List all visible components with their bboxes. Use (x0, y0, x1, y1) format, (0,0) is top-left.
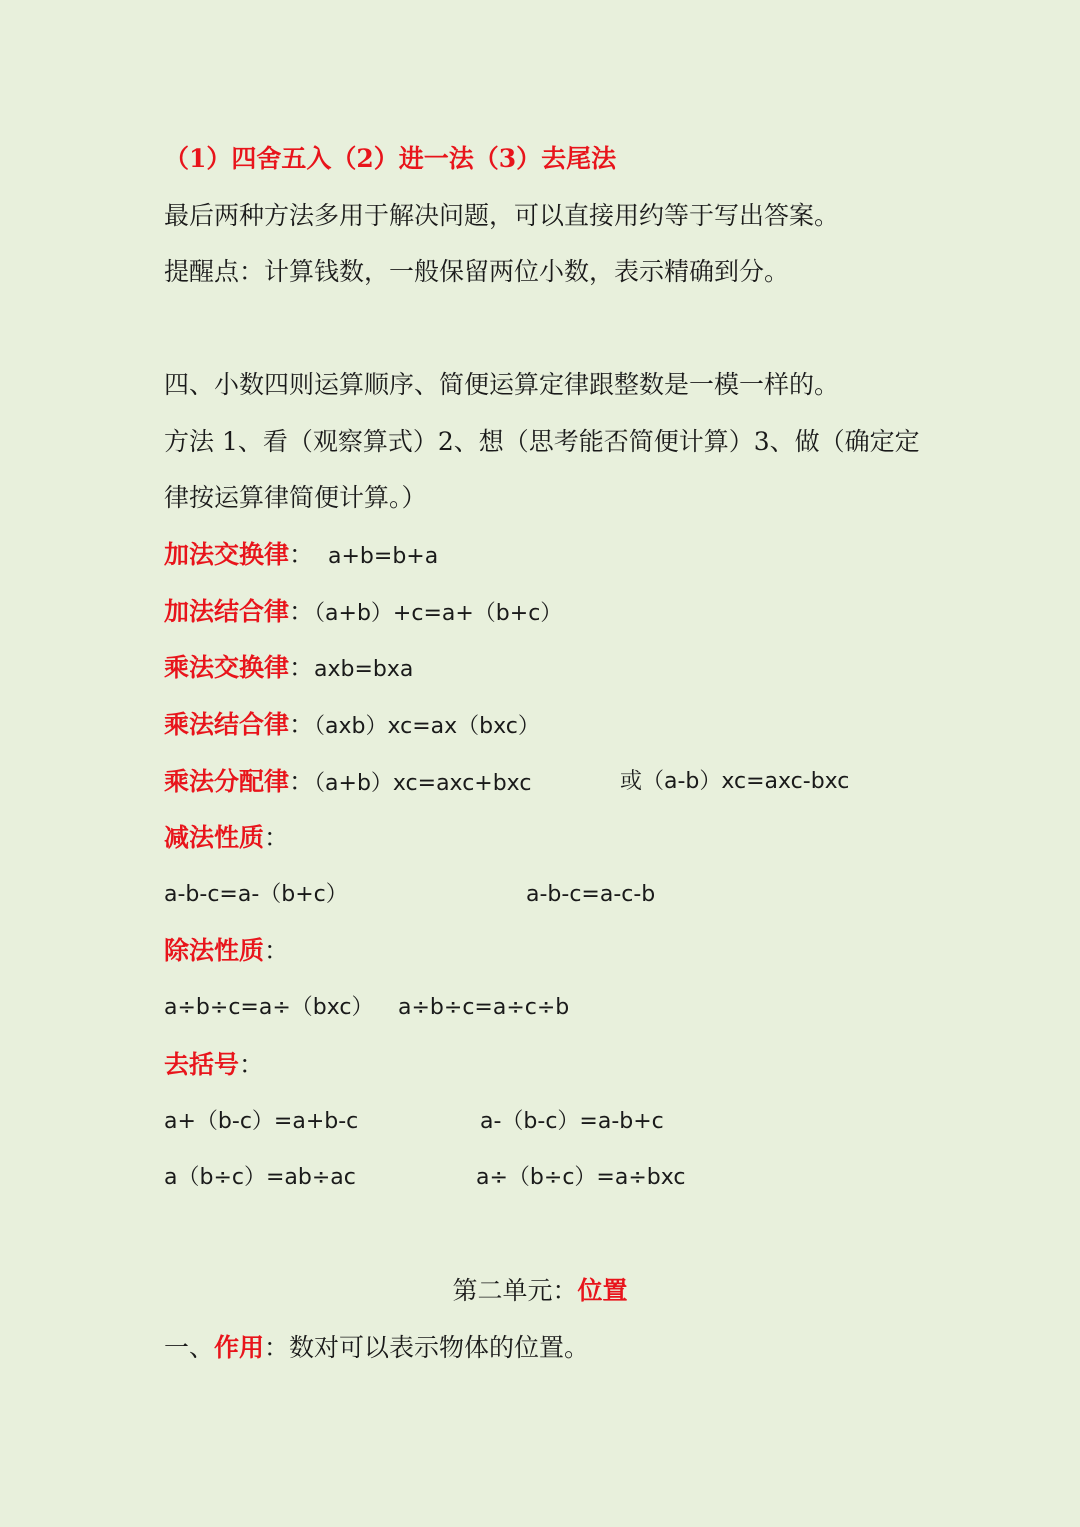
division-heading: 除法性质： (164, 936, 290, 965)
formula: a-（b-c）=a-b+c (480, 1109, 664, 1134)
brackets-heading: 去括号： (164, 1050, 265, 1079)
formula: a÷b÷c=a÷（bxc） (164, 995, 374, 1020)
law-formula: （a+b）+c=a+（b+c） (314, 601, 563, 626)
division-formulas (164, 991, 924, 1025)
law-formula: （a+b）xc=axc+bxc (314, 771, 532, 796)
rounding-methods: （1）四舍五入（2）进一法（3）去尾法 (164, 144, 617, 173)
method-line-1: 方法 1、看（观察算式）2、想（思考能否简便计算）3、做（确定定 (164, 427, 920, 456)
law-mul-distributive: 乘法分配律：（a+b）xc=axc+bxc 或（a-b）xc=axc-bxc (164, 765, 924, 801)
law-name: 加法交换律 (164, 540, 290, 569)
law-mul-commutative: 乘法交换律：axb=bxa (164, 653, 414, 682)
formula: a+（b-c）=a+b-c (164, 1109, 359, 1134)
unit2-title: 位置 (577, 1276, 628, 1305)
formula: a÷b÷c=a÷c÷b (398, 995, 570, 1020)
brackets-row-2 (164, 1161, 924, 1195)
law-formula: axb=bxa (314, 657, 414, 682)
law-name: 乘法交换律 (164, 653, 290, 682)
division-title: 除法性质 (164, 936, 265, 965)
law-formula: （axb）xc=ax（bxc） (314, 714, 540, 739)
formula: a-b-c=a-c-b (526, 882, 656, 907)
subtraction-heading: 减法性质： (164, 823, 290, 852)
methods-note: 最后两种方法多用于解决问题，可以直接用约等于写出答案。 (164, 201, 840, 230)
reminder: 提醒点：计算钱数，一般保留两位小数，表示精确到分。 (164, 257, 790, 286)
law-alt-formula: 或（a-b）xc=axc-bxc (620, 769, 850, 794)
unit2-heading (0, 1274, 1080, 1308)
method-line-2: 律按运算律简便计算。） (164, 483, 427, 512)
formula: a（b÷c）=ab÷ac (164, 1165, 356, 1190)
law-mul-associative: 乘法结合律：（axb）xc=ax（bxc） (164, 710, 540, 739)
law-add-associative: 加法结合律：（a+b）+c=a+（b+c） (164, 597, 563, 626)
brackets-title: 去括号 (164, 1050, 240, 1079)
formula: a-b-c=a-（b+c） (164, 882, 348, 907)
unit2-item-1: 一、作用：数对可以表示物体的位置。 (164, 1333, 590, 1362)
item-label: 作用 (214, 1333, 265, 1362)
law-name: 乘法分配律 (164, 767, 290, 796)
formula: a÷（b÷c）=a÷bxc (476, 1165, 686, 1190)
unit2-prefix: 第二单元： (452, 1276, 578, 1305)
law-name: 加法结合律 (164, 597, 290, 626)
law-add-commutative: 加法交换律： a+b=b+a (164, 540, 439, 569)
section4-title: 四、小数四则运算顺序、简便运算定律跟整数是一模一样的。 (164, 370, 840, 399)
subtraction-title: 减法性质 (164, 823, 265, 852)
subtraction-formulas (164, 878, 924, 912)
law-formula: a+b=b+a (314, 544, 439, 569)
brackets-row-1 (164, 1105, 924, 1139)
law-name: 乘法结合律 (164, 710, 290, 739)
